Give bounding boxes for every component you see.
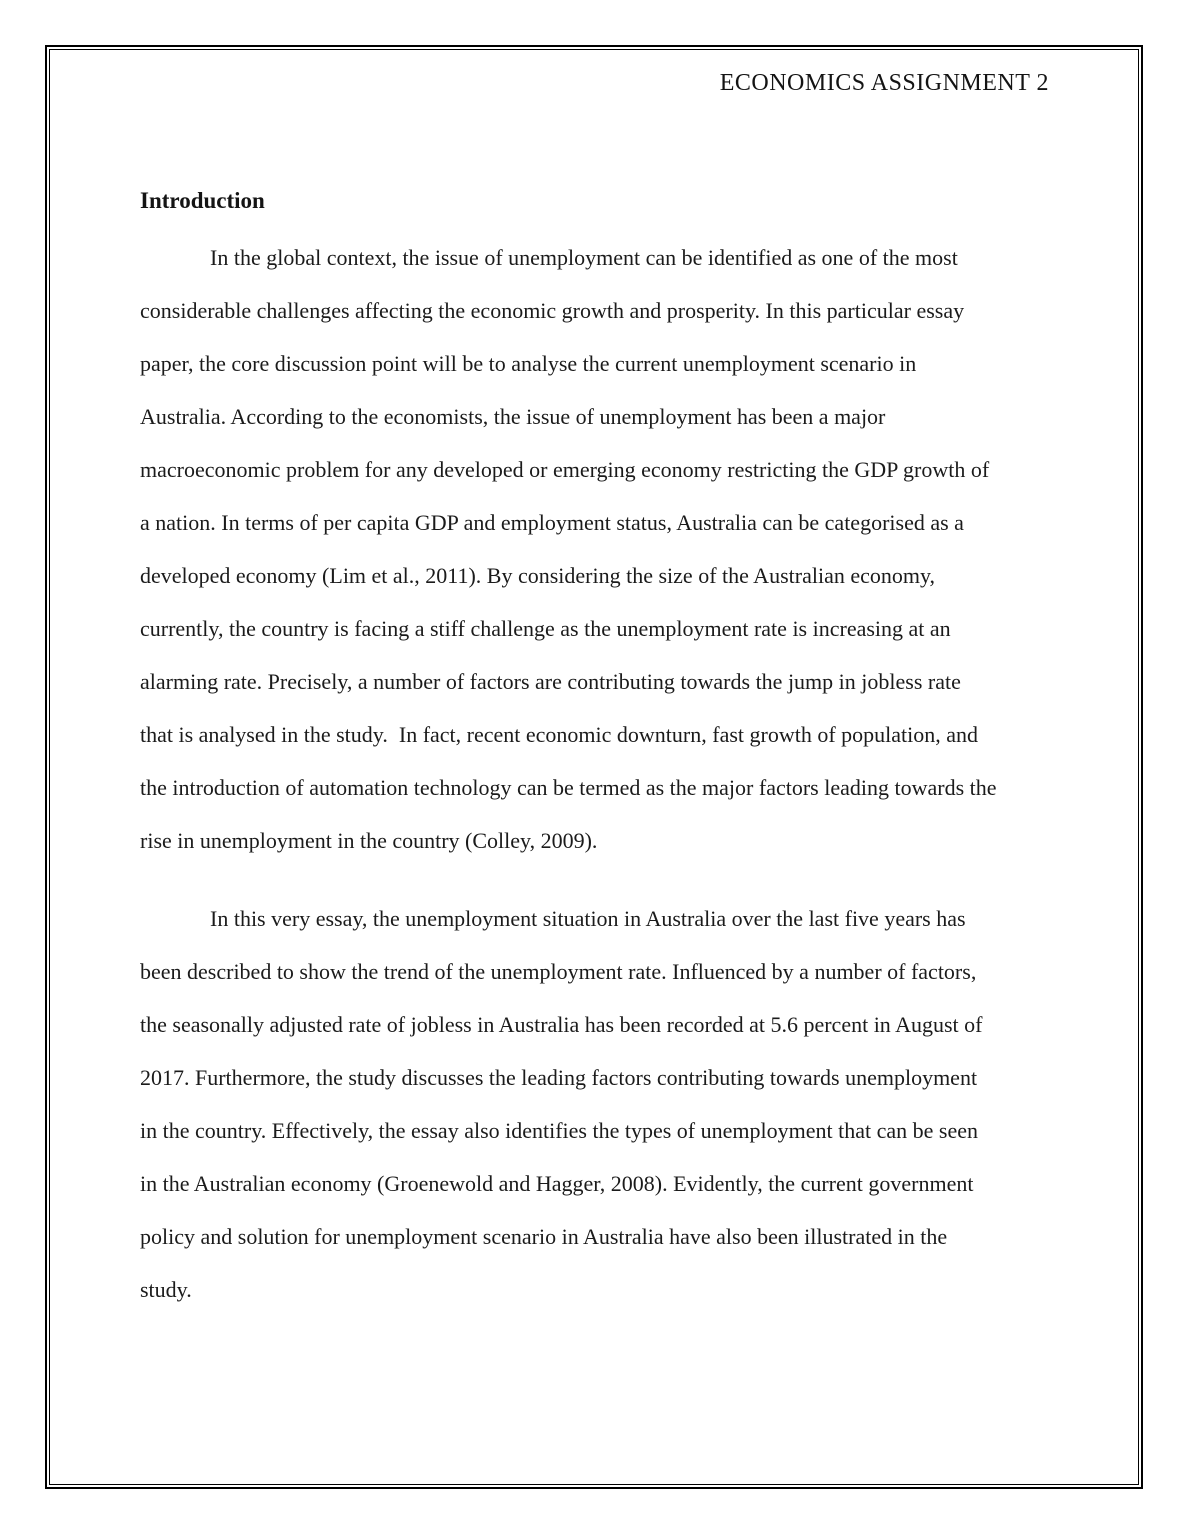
page-content: [51, 51, 1139, 1316]
paragraph: [140, 231, 1049, 867]
text-line: study.: [140, 1277, 192, 1302]
text-line: In the global context, the issue of unemployment can be identified as one of the most: [210, 245, 958, 270]
text-line: macroeconomic problem for any developed or emerging economy restricting the GDP growth of: [140, 457, 990, 482]
text-line: developed economy (Lim et al., 2011). By considering the size of the Australian economy,: [140, 563, 936, 588]
text-line: 2017. Furthermore, the study discusses the leading factors contributing towards unemployment: [140, 1065, 978, 1090]
text-line: considerable challenges affecting the economic growth and prosperity. In this particular essay: [140, 298, 965, 323]
text-line: been described to show the trend of the unemployment rate. Influenced by a number of factors,: [140, 959, 977, 984]
text-line: In this very essay, the unemployment situation in Australia over the last five years has: [210, 906, 966, 931]
section-heading: Introduction: [140, 188, 265, 213]
text-line: Australia. According to the economists, the issue of unemployment has been a major: [140, 404, 886, 429]
text-line: in the Australian economy (Groenewold and Hagger, 2008). Evidently, the current government: [140, 1171, 974, 1196]
text-line: a nation. In terms of per capita GDP and employment status, Australia can be categorised as a: [140, 510, 964, 535]
paragraph: [140, 892, 1049, 1316]
text-line: policy and solution for unemployment scenario in Australia have also been illustrated in the: [140, 1224, 948, 1249]
text-line: in the country. Effectively, the essay also identifies the types of unemployment that can be seen: [140, 1118, 978, 1143]
text-line: rise in unemployment in the country (Colley, 2009).: [140, 828, 598, 853]
running-head: ECONOMICS ASSIGNMENT 2: [719, 70, 1049, 96]
text-line: that is analysed in the study. In fact, recent economic downturn, fast growth of population, and: [140, 722, 979, 747]
text-line: currently, the country is facing a stiff challenge as the unemployment rate is increasing at an: [140, 616, 951, 641]
text-line: alarming rate. Precisely, a number of factors are contributing towards the jump in jobless rate: [140, 669, 961, 694]
text-line: paper, the core discussion point will be to analyse the current unemployment scenario in: [140, 351, 917, 376]
text-line: the seasonally adjusted rate of jobless in Australia has been recorded at 5.6 percent in August of: [140, 1012, 983, 1037]
text-line: the introduction of automation technology can be termed as the major factors leading towards the: [140, 775, 997, 800]
essay-body: [140, 231, 1049, 1316]
